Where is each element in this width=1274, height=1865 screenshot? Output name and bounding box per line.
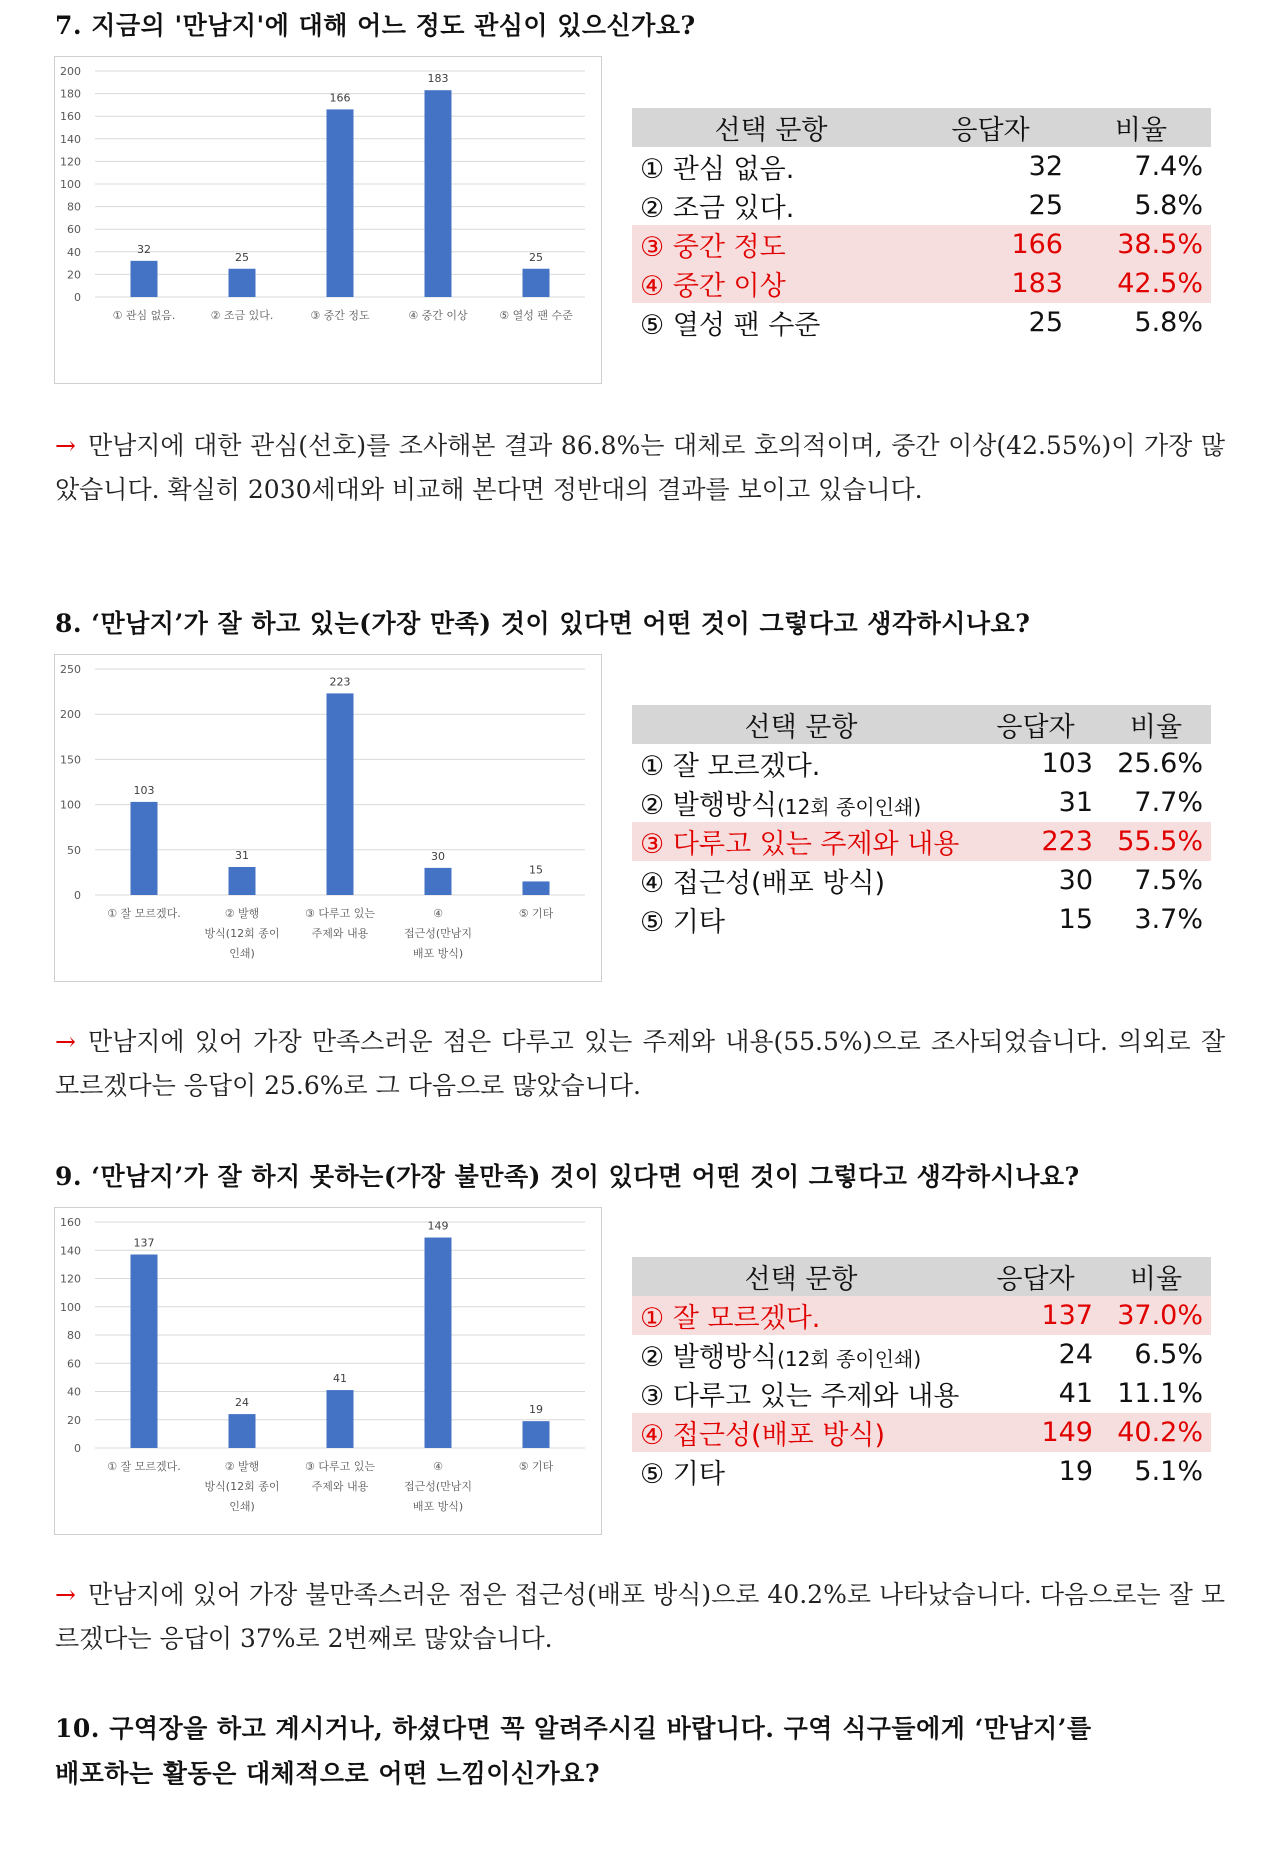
row-ratio: 38.5% bbox=[1071, 225, 1211, 264]
row-count: 30 bbox=[1058, 865, 1093, 896]
row-label: ③ 다루고 있는 주제와 내용 bbox=[640, 1381, 960, 1412]
bar bbox=[425, 90, 452, 297]
row-item bbox=[632, 147, 910, 186]
row-count: 103 bbox=[1041, 748, 1093, 779]
y-tick-label: 60 bbox=[67, 1357, 81, 1371]
row-ratio: 7.4% bbox=[1134, 151, 1203, 182]
row-count: 183 bbox=[910, 264, 1071, 303]
row-label: ② 조금 있다. bbox=[640, 193, 795, 224]
x-tick-label: ③ 중간 정도 bbox=[310, 309, 370, 322]
row-label: ② 발행방식 bbox=[640, 790, 778, 821]
y-tick-label: 50 bbox=[67, 843, 81, 857]
x-tick-label: ③ 다루고 있는 bbox=[305, 907, 375, 920]
row-item bbox=[632, 861, 970, 900]
row-label: ④ 중간 이상 bbox=[640, 271, 786, 302]
y-tick-label: 80 bbox=[67, 200, 81, 214]
x-tick-label: ① 잘 모르겠다. bbox=[107, 907, 181, 920]
x-tick-label: ② 발행 bbox=[224, 1460, 260, 1473]
x-tick-label: ④ bbox=[433, 907, 443, 920]
bar bbox=[523, 1421, 550, 1448]
data-label: 15 bbox=[529, 863, 543, 877]
row-item bbox=[632, 225, 910, 264]
row-label: ① 잘 모르겠다. bbox=[640, 751, 821, 782]
x-tick-label: 방식(12회 종이 bbox=[204, 927, 280, 940]
table-header-ratio: 비율 bbox=[1101, 1257, 1211, 1296]
x-tick-label: 인쇄) bbox=[229, 947, 255, 960]
comment-9 bbox=[55, 1573, 1225, 1661]
y-tick-label: 60 bbox=[67, 223, 81, 237]
x-tick-label: 인쇄) bbox=[229, 1500, 255, 1513]
chart-9-frame bbox=[54, 1207, 602, 1535]
row-ratio: 37.0% bbox=[1101, 1296, 1211, 1335]
y-tick-label: 100 bbox=[60, 798, 81, 812]
row-count: 25 bbox=[1028, 307, 1063, 338]
row-ratio: 25.6% bbox=[1117, 748, 1203, 779]
y-tick-label: 250 bbox=[60, 663, 81, 676]
bar bbox=[327, 1390, 354, 1448]
data-label: 137 bbox=[133, 1236, 155, 1250]
x-tick-label: ① 관심 없음. bbox=[112, 309, 176, 322]
data-label: 31 bbox=[235, 848, 249, 862]
y-tick-label: 100 bbox=[60, 1300, 81, 1314]
y-tick-label: 20 bbox=[67, 268, 81, 282]
table-header-count: 응답자 bbox=[910, 108, 1071, 147]
row-ratio: 7.5% bbox=[1134, 865, 1203, 896]
data-label: 32 bbox=[137, 242, 151, 256]
row-ratio: 5.1% bbox=[1134, 1456, 1203, 1487]
question-10-title-line1: 10. 구역장을 하고 계시거나, 하셨다면 꼭 알려주시길 바랍니다. 구역 식구들에게 ‘만남지’를 bbox=[55, 1714, 1092, 1743]
y-tick-label: 0 bbox=[74, 291, 81, 304]
row-label: ① 잘 모르겠다. bbox=[640, 1303, 821, 1334]
bar bbox=[523, 881, 550, 895]
x-tick-label: 배포 방식) bbox=[412, 947, 464, 960]
table-header-item: 선택 문항 bbox=[632, 705, 970, 744]
row-item bbox=[632, 1296, 970, 1335]
x-tick-label: ③ 다루고 있는 bbox=[305, 1460, 375, 1473]
red-arrow-icon: → bbox=[55, 1027, 76, 1056]
table-row bbox=[632, 1452, 1211, 1491]
row-count: 149 bbox=[970, 1413, 1101, 1452]
comment-8-text: 만남지에 있어 가장 만족스러운 점은 다루고 있는 주제와 내용(55.5%)으로 조사되었습니다. 의외로 잘 모르겠다는 응답이 25.6%로 그 다음으로 많았습니다. bbox=[55, 1027, 1225, 1100]
table-row bbox=[632, 264, 1211, 303]
question-7-title: 7. 지금의 '만남지'에 대해 어느 정도 관심이 있으신가요? bbox=[55, 11, 696, 40]
row-count: 19 bbox=[1058, 1456, 1093, 1487]
comment-9-text: 만남지에 있어 가장 불만족스러운 점은 접근성(배포 방식)으로 40.2%로 나타났습니다. 다음으로는 잘 모르겠다는 응답이 37%로 2번째로 많았습니다. bbox=[55, 1580, 1225, 1653]
table-header-count: 응답자 bbox=[970, 1257, 1101, 1296]
row-count: 15 bbox=[1058, 904, 1093, 935]
comment-7-text: 만남지에 대한 관심(선호)를 조사해본 결과 86.8%는 대체로 호의적이며, 중간 이상(42.55%)이 가장 많았습니다. 확실히 2030세대와 비교해 본다면 정반대의 결과를 보이고 있습니다. bbox=[55, 431, 1225, 504]
table-header-ratio: 비율 bbox=[1101, 705, 1211, 744]
data-label: 30 bbox=[431, 849, 445, 863]
row-item bbox=[632, 1374, 970, 1413]
bar bbox=[327, 693, 354, 895]
y-tick-label: 80 bbox=[67, 1329, 81, 1342]
row-label: ⑤ 열성 팬 수준 bbox=[640, 310, 821, 341]
data-label: 41 bbox=[333, 1372, 347, 1386]
row-item bbox=[632, 1335, 970, 1374]
table-row bbox=[632, 303, 1211, 342]
question-9-title: 9. ‘만남지’가 잘 하지 못하는(가장 불만족) 것이 있다면 어떤 것이 그렇다고 생각하시나요? bbox=[55, 1162, 1080, 1191]
table-7 bbox=[632, 108, 1211, 342]
row-count: 32 bbox=[1028, 151, 1063, 182]
table-9 bbox=[632, 1257, 1211, 1491]
data-label: 223 bbox=[329, 675, 351, 689]
red-arrow-icon: → bbox=[55, 431, 76, 460]
bar bbox=[425, 1238, 452, 1448]
row-label: ① 관심 없음. bbox=[640, 154, 795, 185]
data-label: 166 bbox=[329, 91, 351, 105]
table-row bbox=[632, 861, 1211, 900]
row-ratio: 7.7% bbox=[1134, 787, 1203, 818]
table-row bbox=[632, 1335, 1211, 1374]
row-label: ⑤ 기타 bbox=[640, 1459, 725, 1490]
row-ratio: 6.5% bbox=[1134, 1339, 1203, 1370]
bar bbox=[523, 269, 550, 297]
y-tick-label: 160 bbox=[60, 1216, 81, 1229]
data-label: 103 bbox=[133, 783, 155, 797]
question-10-title-line2: 배포하는 활동은 대체적으로 어떤 느낌이신가요? bbox=[55, 1759, 600, 1788]
bar bbox=[327, 109, 354, 297]
x-tick-label: 주제와 내용 bbox=[311, 1480, 369, 1493]
chart-9 bbox=[55, 1208, 601, 1534]
y-tick-label: 160 bbox=[60, 110, 81, 124]
y-tick-label: 40 bbox=[67, 1385, 81, 1399]
row-label: ④ 접근성(배포 방식) bbox=[640, 868, 886, 899]
row-label: ③ 다루고 있는 주제와 내용 bbox=[640, 829, 960, 860]
comment-8 bbox=[55, 1020, 1225, 1108]
x-tick-label: 접근성(만남지 bbox=[403, 1480, 473, 1493]
row-item bbox=[632, 1413, 970, 1452]
bar bbox=[131, 1254, 158, 1448]
x-tick-label: 주제와 내용 bbox=[311, 927, 369, 940]
row-count: 223 bbox=[970, 822, 1101, 861]
bar bbox=[425, 868, 452, 895]
table-row bbox=[632, 744, 1211, 783]
row-ratio: 3.7% bbox=[1134, 904, 1203, 935]
y-tick-label: 20 bbox=[67, 1413, 81, 1427]
row-label: ⑤ 기타 bbox=[640, 907, 725, 938]
x-tick-label: ④ bbox=[433, 1460, 443, 1473]
row-count: 41 bbox=[1058, 1378, 1093, 1409]
data-label: 24 bbox=[235, 1396, 249, 1410]
comment-7 bbox=[55, 424, 1225, 512]
bar bbox=[229, 1414, 256, 1448]
question-8-title: 8. ‘만남지’가 잘 하고 있는(가장 만족) 것이 있다면 어떤 것이 그렇다고 생각하시나요? bbox=[55, 609, 1031, 638]
row-item bbox=[632, 744, 970, 783]
red-arrow-icon: → bbox=[55, 1580, 76, 1609]
row-label: ④ 접근성(배포 방식) bbox=[640, 1420, 886, 1451]
table-row bbox=[632, 147, 1211, 186]
x-tick-label: 배포 방식) bbox=[412, 1500, 464, 1513]
row-count: 25 bbox=[1028, 190, 1063, 221]
row-item bbox=[632, 303, 910, 342]
y-tick-label: 100 bbox=[60, 178, 81, 191]
chart-8 bbox=[55, 655, 601, 981]
row-ratio: 5.8% bbox=[1134, 307, 1203, 338]
row-label: ② 발행방식 bbox=[640, 1342, 778, 1373]
data-label: 183 bbox=[427, 72, 449, 86]
x-tick-label: ② 조금 있다. bbox=[210, 309, 274, 322]
row-count: 137 bbox=[970, 1296, 1101, 1335]
table-row bbox=[632, 225, 1211, 264]
bar bbox=[131, 261, 158, 297]
y-tick-label: 200 bbox=[60, 708, 81, 722]
bar bbox=[131, 802, 158, 895]
row-item bbox=[632, 783, 970, 822]
table-row bbox=[632, 900, 1211, 939]
row-label: ③ 중간 정도 bbox=[640, 232, 786, 263]
y-tick-label: 180 bbox=[60, 87, 81, 101]
table-header-ratio: 비율 bbox=[1071, 108, 1211, 147]
row-count: 24 bbox=[1058, 1339, 1093, 1370]
y-tick-label: 200 bbox=[60, 65, 81, 78]
x-tick-label: ④ 중간 이상 bbox=[408, 309, 468, 322]
y-tick-label: 0 bbox=[74, 1442, 81, 1455]
table-row bbox=[632, 186, 1211, 225]
chart-7 bbox=[55, 57, 601, 383]
x-tick-label: ⑤ 기타 bbox=[518, 1460, 554, 1473]
table-row bbox=[632, 1296, 1211, 1335]
data-label: 19 bbox=[529, 1403, 543, 1417]
x-tick-label: 접근성(만남지 bbox=[403, 927, 473, 940]
data-label: 25 bbox=[529, 250, 543, 264]
chart-8-frame bbox=[54, 654, 602, 982]
y-tick-label: 0 bbox=[74, 889, 81, 902]
row-item bbox=[632, 900, 970, 939]
bar bbox=[229, 269, 256, 297]
chart-7-frame bbox=[54, 56, 602, 384]
y-tick-label: 120 bbox=[60, 1272, 81, 1286]
data-label: 25 bbox=[235, 250, 249, 264]
table-header-item: 선택 문항 bbox=[632, 108, 910, 147]
x-tick-label: ① 잘 모르겠다. bbox=[107, 1460, 181, 1473]
bar bbox=[229, 867, 256, 895]
y-tick-label: 150 bbox=[60, 753, 81, 767]
row-item bbox=[632, 264, 910, 303]
row-label-note: (12회 종이인쇄) bbox=[777, 1347, 922, 1371]
table-8 bbox=[632, 705, 1211, 939]
x-tick-label: ② 발행 bbox=[224, 907, 260, 920]
row-ratio: 40.2% bbox=[1101, 1413, 1211, 1452]
x-tick-label: 방식(12회 종이 bbox=[204, 1480, 280, 1493]
table-row bbox=[632, 1413, 1211, 1452]
y-tick-label: 120 bbox=[60, 155, 81, 169]
table-header-item: 선택 문항 bbox=[632, 1257, 970, 1296]
row-label-note: (12회 종이인쇄) bbox=[777, 795, 922, 819]
y-tick-label: 40 bbox=[67, 245, 81, 259]
row-ratio: 55.5% bbox=[1101, 822, 1211, 861]
row-item bbox=[632, 822, 970, 861]
row-ratio: 11.1% bbox=[1117, 1378, 1203, 1409]
y-tick-label: 140 bbox=[60, 132, 81, 146]
x-tick-label: ⑤ 열성 팬 수준 bbox=[499, 309, 573, 322]
table-row bbox=[632, 1374, 1211, 1413]
table-header-count: 응답자 bbox=[970, 705, 1101, 744]
row-item bbox=[632, 1452, 970, 1491]
y-tick-label: 140 bbox=[60, 1244, 81, 1258]
table-row bbox=[632, 783, 1211, 822]
x-tick-label: ⑤ 기타 bbox=[518, 907, 554, 920]
data-label: 149 bbox=[427, 1219, 449, 1233]
row-count: 31 bbox=[1058, 787, 1093, 818]
row-item bbox=[632, 186, 910, 225]
row-ratio: 42.5% bbox=[1071, 264, 1211, 303]
row-ratio: 5.8% bbox=[1134, 190, 1203, 221]
table-row bbox=[632, 822, 1211, 861]
row-count: 166 bbox=[910, 225, 1071, 264]
